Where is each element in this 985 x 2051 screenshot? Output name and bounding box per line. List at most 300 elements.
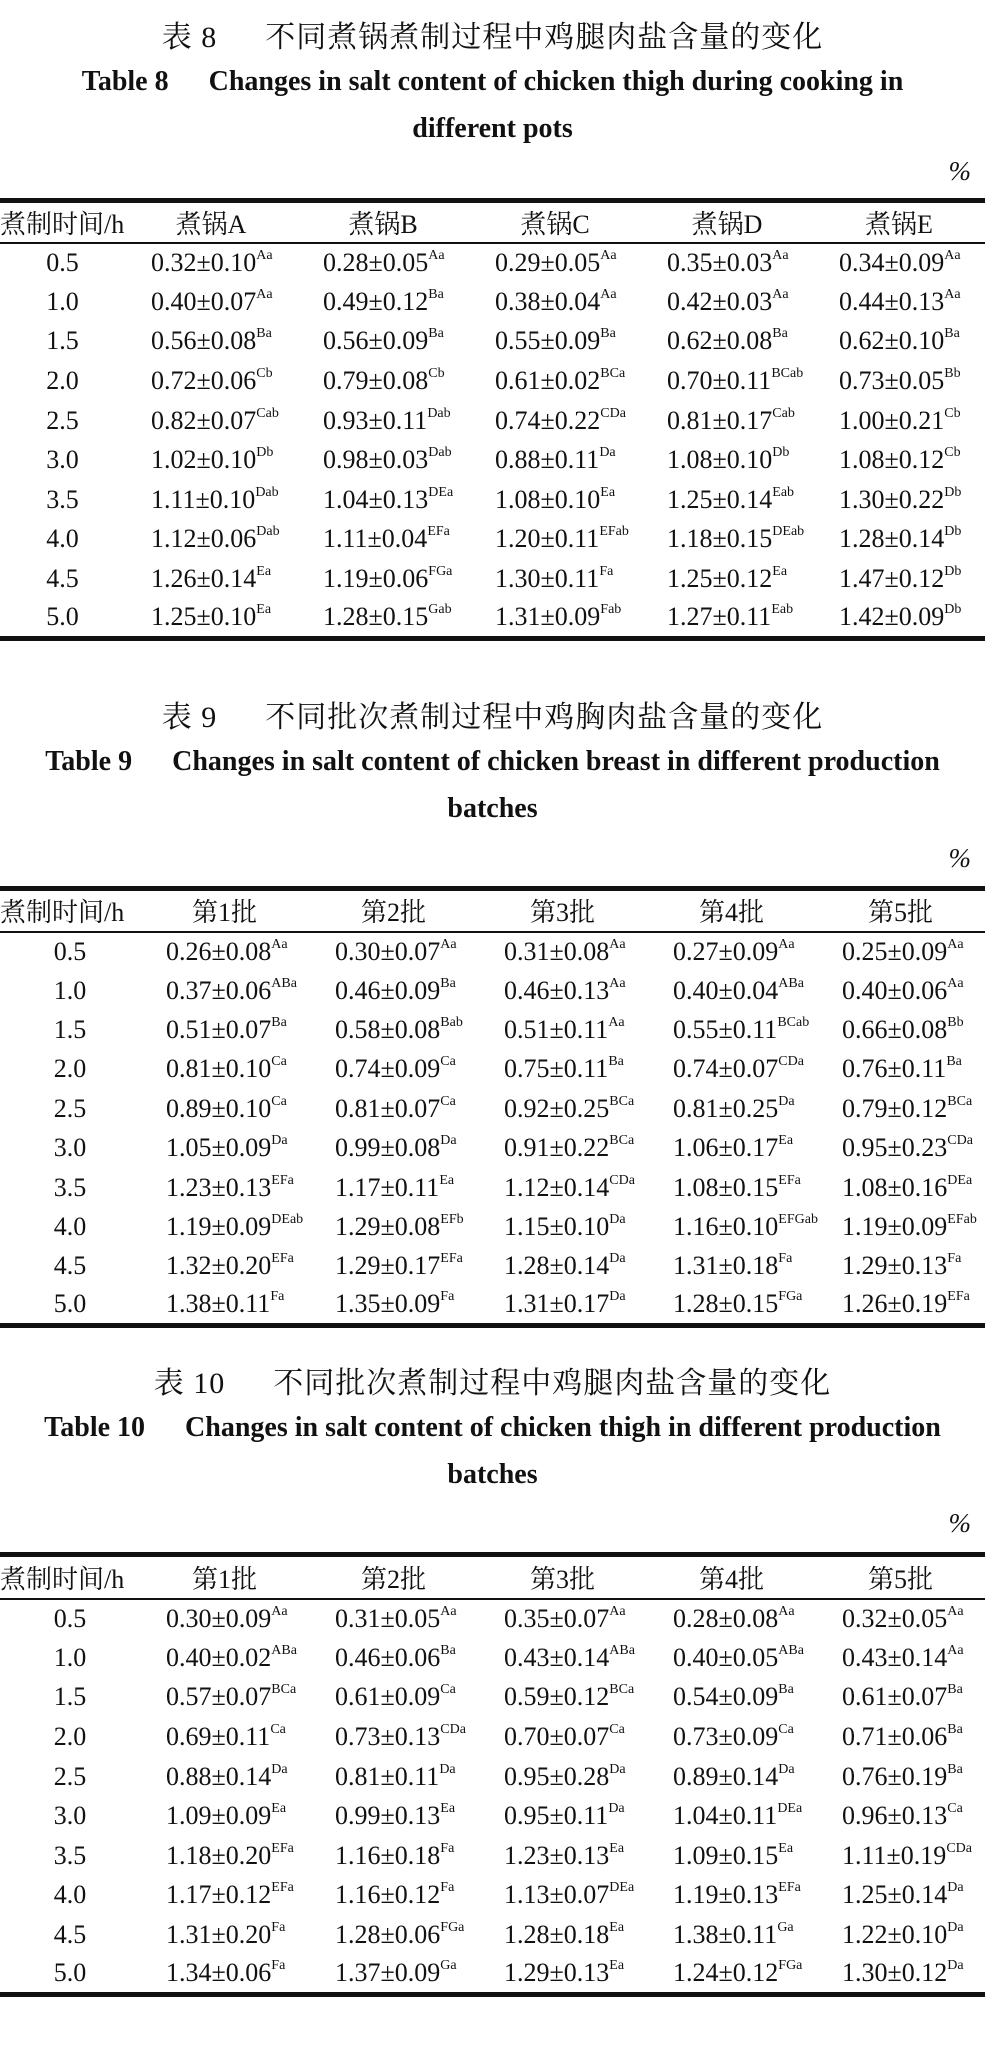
cell-time: 3.5	[53, 1840, 87, 1870]
cell-value	[647, 1128, 816, 1167]
cell-significance-letters: Da	[778, 1093, 795, 1109]
cell-mean-sd: 0.38±0.04	[495, 286, 601, 316]
cell-significance-letters: CDa	[947, 1133, 973, 1149]
table-8-title-en: Changes in salt content of chicken thigh during cooking in different pots	[208, 66, 904, 144]
cell-mean-sd: 1.28±0.14	[504, 1251, 610, 1281]
cell-value	[816, 1915, 985, 1955]
cell-significance-letters: Aa	[778, 1603, 795, 1619]
table-row	[0, 1757, 985, 1797]
cell-significance-letters: Cb	[944, 405, 961, 421]
cell-value	[125, 480, 297, 520]
cell-mean-sd: 1.17±0.12	[166, 1880, 272, 1910]
cell-time: 1.0	[46, 286, 79, 316]
cell-value	[478, 1955, 647, 1995]
cell-significance-letters: Da	[271, 1761, 288, 1777]
cell-significance-letters: Ea	[778, 1133, 794, 1149]
cell-significance-letters: Da	[778, 1761, 795, 1777]
cell-value	[140, 971, 309, 1010]
cell-time: 2.0	[46, 366, 79, 396]
cell-significance-letters: Da	[608, 1801, 625, 1817]
cell-significance-letters: EFa	[440, 1251, 463, 1267]
cell-significance-letters: Aa	[947, 1603, 964, 1619]
cell-mean-sd: 1.25±0.14	[842, 1880, 948, 1910]
cell-mean-sd: 1.04±0.13	[323, 484, 429, 514]
column-header-time: 煮制时间/h	[0, 898, 125, 928]
cell-mean-sd: 0.32±0.05	[842, 1603, 948, 1633]
cell-mean-sd: 0.40±0.07	[151, 286, 257, 316]
table-row	[0, 1247, 985, 1286]
cell-mean-sd: 0.27±0.09	[673, 936, 779, 966]
cell-value	[309, 1089, 478, 1128]
column-header-time: 煮制时间/h	[0, 1564, 125, 1594]
cell-value	[140, 1247, 309, 1286]
cell-value	[641, 361, 813, 401]
cell-value	[140, 1089, 309, 1128]
table-10-body	[0, 1599, 985, 1995]
cell-value	[309, 932, 478, 971]
cell-significance-letters: Ba	[946, 1054, 962, 1070]
cell-mean-sd: 0.81±0.10	[166, 1054, 272, 1084]
table-10	[0, 1552, 985, 1997]
cell-time: 3.0	[53, 1801, 87, 1831]
table-row	[0, 559, 985, 599]
cell-value	[813, 282, 985, 322]
column-header-1: 第1批	[191, 1564, 257, 1594]
column-header-time: 煮制时间/h	[0, 209, 125, 239]
cell-time: 3.0	[46, 445, 79, 475]
cell-value	[813, 599, 985, 639]
cell-value	[816, 1678, 985, 1718]
cell-value	[813, 480, 985, 520]
cell-value	[469, 440, 641, 480]
cell-significance-letters: Db	[256, 445, 274, 461]
cell-significance-letters: Ba	[428, 326, 444, 342]
table-row	[0, 1915, 985, 1955]
cell-value	[140, 1168, 309, 1207]
cell-mean-sd: 0.34±0.09	[839, 247, 945, 277]
cell-significance-letters: Ga	[777, 1920, 794, 1936]
cell-value	[478, 1050, 647, 1089]
cell-value	[641, 282, 813, 322]
cell-mean-sd: 1.25±0.12	[667, 564, 773, 594]
cell-value	[647, 1089, 816, 1128]
cell-significance-letters: Db	[944, 484, 962, 500]
table-row	[0, 1599, 985, 1639]
cell-time: 2.5	[53, 1761, 87, 1791]
cell-significance-letters: BCab	[771, 366, 804, 382]
cell-value	[647, 1678, 816, 1718]
cell-value	[125, 282, 297, 322]
cell-mean-sd: 1.30±0.12	[842, 1958, 948, 1988]
cell-mean-sd: 0.81±0.25	[673, 1093, 779, 1123]
cell-value	[816, 1050, 985, 1089]
cell-mean-sd: 1.23±0.13	[504, 1840, 610, 1870]
cell-mean-sd: 1.28±0.15	[323, 602, 429, 632]
table-row	[0, 1717, 985, 1757]
cell-significance-letters: BCa	[609, 1133, 635, 1149]
cell-value	[478, 1168, 647, 1207]
cell-significance-letters: Aa	[608, 1014, 625, 1030]
cell-mean-sd: 0.55±0.09	[495, 326, 601, 356]
cell-significance-letters: Aa	[778, 936, 795, 952]
cell-mean-sd: 1.08±0.12	[839, 445, 945, 475]
cell-significance-letters: Aa	[772, 286, 789, 302]
cell-significance-letters: Da	[599, 445, 616, 461]
cell-mean-sd: 1.08±0.10	[495, 484, 601, 514]
cell-value	[125, 599, 297, 639]
cell-mean-sd: 1.25±0.10	[151, 602, 257, 632]
cell-value	[647, 1286, 816, 1325]
cell-mean-sd: 0.61±0.02	[495, 366, 601, 396]
cell-mean-sd: 0.95±0.28	[504, 1761, 610, 1791]
cell-significance-letters: Aa	[428, 247, 445, 263]
cell-significance-letters: Da	[609, 1211, 626, 1227]
cell-time: 1.5	[53, 1682, 87, 1712]
cell-mean-sd: 0.61±0.07	[842, 1682, 948, 1712]
cell-value	[297, 361, 469, 401]
cell-time: 4.0	[53, 1211, 87, 1241]
cell-value	[478, 1717, 647, 1757]
cell-value	[816, 1876, 985, 1916]
cell-significance-letters: Ca	[440, 1054, 456, 1070]
cell-mean-sd: 1.11±0.19	[842, 1840, 947, 1870]
cell-time: 2.0	[53, 1722, 87, 1752]
cell-value	[309, 1207, 478, 1246]
cell-value	[297, 243, 469, 283]
cell-mean-sd: 1.38±0.11	[673, 1920, 778, 1950]
cell-value	[140, 1050, 309, 1089]
table-row	[0, 1955, 985, 1995]
cell-significance-letters: Fa	[270, 1289, 285, 1305]
cell-mean-sd: 0.73±0.13	[335, 1722, 441, 1752]
cell-value	[309, 1796, 478, 1836]
cell-value	[813, 361, 985, 401]
cell-value	[816, 1836, 985, 1876]
cell-significance-letters: Da	[947, 1880, 964, 1896]
cell-significance-letters: Aa	[271, 1603, 288, 1619]
cell-mean-sd: 1.47±0.12	[839, 564, 945, 594]
cell-value	[469, 401, 641, 441]
cell-value	[125, 520, 297, 560]
column-header-2: 煮锅B	[348, 209, 418, 239]
cell-value	[125, 440, 297, 480]
cell-value	[140, 1955, 309, 1995]
cell-time: 3.5	[53, 1172, 87, 1202]
column-header-1: 第1批	[191, 898, 257, 928]
cell-significance-letters: Dab	[428, 445, 452, 461]
cell-time: 4.0	[53, 1880, 87, 1910]
cell-significance-letters: Ba	[440, 975, 456, 991]
cell-mean-sd: 0.40±0.06	[842, 975, 948, 1005]
cell-value	[478, 1128, 647, 1167]
cell-value	[816, 1247, 985, 1286]
cell-value	[140, 1128, 309, 1167]
cell-value	[816, 1128, 985, 1167]
cell-significance-letters: Aa	[609, 1603, 626, 1619]
cell-significance-letters: Ea	[600, 484, 616, 500]
cell-value	[309, 1915, 478, 1955]
cell-significance-letters: Aa	[947, 975, 964, 991]
cell-significance-letters: Eab	[771, 602, 794, 618]
cell-value	[816, 1757, 985, 1797]
cell-significance-letters: Eab	[772, 484, 795, 500]
cell-value	[478, 1638, 647, 1678]
cell-value	[641, 599, 813, 639]
cell-significance-letters: Aa	[772, 247, 789, 263]
cell-value	[641, 480, 813, 520]
cell-value	[309, 1168, 478, 1207]
cell-mean-sd: 0.66±0.08	[842, 1014, 948, 1044]
cell-time: 3.5	[46, 484, 79, 514]
cell-mean-sd: 1.19±0.09	[166, 1211, 272, 1241]
cell-mean-sd: 0.51±0.07	[166, 1014, 272, 1044]
cell-significance-letters: Ba	[440, 1642, 456, 1658]
cell-value	[478, 1876, 647, 1916]
cell-time: 4.5	[53, 1920, 87, 1950]
table-row	[0, 1836, 985, 1876]
cell-significance-letters: Aa	[944, 286, 961, 302]
cell-value	[647, 1955, 816, 1995]
cell-value	[469, 243, 641, 283]
table-row	[0, 1638, 985, 1678]
table-10-caption-en	[0, 1404, 985, 1498]
cell-mean-sd: 0.75±0.11	[504, 1054, 609, 1084]
cell-significance-letters: Fa	[778, 1251, 793, 1267]
cell-significance-letters: Da	[609, 1761, 626, 1777]
cell-mean-sd: 0.73±0.05	[839, 366, 945, 396]
cell-value	[816, 1717, 985, 1757]
cell-value	[478, 1678, 647, 1718]
cell-significance-letters: BCa	[600, 366, 626, 382]
cell-value	[813, 322, 985, 362]
cell-mean-sd: 0.25±0.09	[842, 936, 948, 966]
cell-mean-sd: 0.51±0.11	[504, 1014, 609, 1044]
cell-significance-letters: Da	[609, 1251, 626, 1267]
cell-mean-sd: 1.30±0.22	[839, 484, 945, 514]
cell-mean-sd: 1.19±0.06	[323, 564, 429, 594]
cell-mean-sd: 1.24±0.12	[673, 1958, 779, 1988]
cell-value	[140, 1010, 309, 1049]
cell-value	[469, 599, 641, 639]
cell-mean-sd: 0.93±0.11	[323, 405, 428, 435]
cell-mean-sd: 0.32±0.10	[151, 247, 257, 277]
table-8-number-cn: 表 8	[161, 21, 218, 54]
cell-significance-letters: Fa	[271, 1958, 286, 1974]
cell-value	[816, 932, 985, 971]
cell-mean-sd: 0.46±0.06	[335, 1642, 441, 1672]
cell-value	[478, 932, 647, 971]
cell-significance-letters: Aa	[256, 247, 273, 263]
cell-mean-sd: 0.42±0.03	[667, 286, 773, 316]
table-9-caption-cn	[0, 698, 985, 738]
cell-significance-letters: Fa	[440, 1880, 455, 1896]
column-header-3: 第3批	[529, 1564, 595, 1594]
cell-mean-sd: 0.43±0.14	[504, 1642, 610, 1672]
cell-value	[297, 322, 469, 362]
cell-significance-letters: Ea	[609, 1840, 625, 1856]
cell-mean-sd: 0.56±0.09	[323, 326, 429, 356]
cell-significance-letters: Cab	[256, 405, 279, 421]
cell-time: 0.5	[46, 247, 79, 277]
cell-significance-letters: Aa	[947, 1642, 964, 1658]
cell-value	[309, 1638, 478, 1678]
cell-significance-letters: Ea	[256, 564, 272, 580]
cell-significance-letters: Ba	[944, 326, 960, 342]
cell-value	[309, 1010, 478, 1049]
cell-value	[816, 1286, 985, 1325]
table-9-header-row	[0, 889, 985, 932]
cell-significance-letters: FGa	[778, 1958, 803, 1974]
table-row	[0, 440, 985, 480]
cell-mean-sd: 1.17±0.11	[335, 1172, 440, 1202]
cell-mean-sd: 1.20±0.11	[495, 524, 600, 554]
cell-significance-letters: Aa	[256, 286, 273, 302]
cell-mean-sd: 0.89±0.14	[673, 1761, 779, 1791]
cell-mean-sd: 0.88±0.11	[495, 445, 600, 475]
cell-mean-sd: 0.46±0.13	[504, 975, 610, 1005]
cell-significance-letters: Cb	[256, 366, 273, 382]
cell-value	[647, 1796, 816, 1836]
cell-mean-sd: 0.31±0.08	[504, 936, 610, 966]
cell-significance-letters: Da	[947, 1958, 964, 1974]
cell-significance-letters: FGa	[428, 564, 453, 580]
table-10-caption-cn	[0, 1364, 985, 1404]
table-row	[0, 971, 985, 1010]
cell-mean-sd: 1.27±0.11	[667, 602, 772, 632]
cell-mean-sd: 0.29±0.05	[495, 247, 601, 277]
table-row	[0, 1089, 985, 1128]
cell-significance-letters: DEab	[271, 1211, 304, 1227]
cell-mean-sd: 1.25±0.14	[667, 484, 773, 514]
cell-value	[816, 1599, 985, 1639]
cell-significance-letters: Fa	[271, 1920, 286, 1936]
column-header-2: 第2批	[360, 1564, 426, 1594]
column-header-5: 煮锅E	[865, 209, 933, 239]
cell-time: 4.5	[46, 564, 79, 594]
cell-value	[478, 1247, 647, 1286]
cell-value	[309, 1599, 478, 1639]
cell-significance-letters: BCa	[609, 1682, 635, 1698]
cell-significance-letters: ABa	[778, 975, 804, 991]
table-8-title-cn: 不同煮锅煮制过程中鸡腿肉盐含量的变化	[265, 21, 824, 54]
cell-time: 5.0	[53, 1289, 87, 1319]
table-row	[0, 361, 985, 401]
cell-mean-sd: 1.11±0.10	[151, 484, 256, 514]
cell-significance-letters: Ba	[947, 1722, 963, 1738]
cell-value	[641, 322, 813, 362]
table-9-caption-en	[0, 738, 985, 832]
cell-significance-letters: EFa	[271, 1880, 294, 1896]
cell-mean-sd: 0.76±0.19	[842, 1761, 948, 1791]
table-row	[0, 932, 985, 971]
cell-significance-letters: DEa	[947, 1172, 973, 1188]
cell-value	[140, 932, 309, 971]
cell-mean-sd: 0.61±0.09	[335, 1682, 441, 1712]
cell-mean-sd: 1.09±0.15	[673, 1840, 779, 1870]
cell-significance-letters: Ba	[600, 326, 616, 342]
cell-significance-letters: Dab	[255, 484, 279, 500]
cell-mean-sd: 1.08±0.10	[667, 445, 773, 475]
cell-value	[813, 559, 985, 599]
cell-significance-letters: Fa	[440, 1840, 455, 1856]
cell-significance-letters: Ba	[256, 326, 272, 342]
cell-mean-sd: 1.22±0.10	[842, 1920, 948, 1950]
cell-mean-sd: 0.35±0.03	[667, 247, 773, 277]
cell-mean-sd: 0.76±0.11	[842, 1054, 947, 1084]
cell-mean-sd: 0.99±0.08	[335, 1133, 441, 1163]
cell-value	[813, 243, 985, 283]
cell-value	[641, 559, 813, 599]
column-header-1: 煮锅A	[175, 209, 247, 239]
cell-mean-sd: 0.70±0.11	[667, 366, 772, 396]
cell-value	[478, 1915, 647, 1955]
column-header-4: 第4批	[698, 898, 764, 928]
cell-value	[478, 1757, 647, 1797]
cell-mean-sd: 0.49±0.12	[323, 286, 429, 316]
cell-mean-sd: 1.08±0.16	[842, 1172, 948, 1202]
cell-mean-sd: 1.16±0.18	[335, 1840, 441, 1870]
cell-significance-letters: Ea	[256, 602, 272, 618]
cell-significance-letters: EFa	[427, 524, 450, 540]
cell-mean-sd: 1.26±0.14	[151, 564, 257, 594]
cell-value	[297, 520, 469, 560]
cell-significance-letters: Ba	[271, 1014, 287, 1030]
table-row	[0, 401, 985, 441]
cell-value	[641, 401, 813, 441]
cell-significance-letters: Ba	[778, 1682, 794, 1698]
cell-mean-sd: 1.31±0.17	[504, 1289, 610, 1319]
cell-mean-sd: 0.74±0.09	[335, 1054, 441, 1084]
cell-mean-sd: 0.99±0.13	[335, 1801, 441, 1831]
cell-mean-sd: 1.37±0.09	[335, 1958, 441, 1988]
cell-mean-sd: 0.95±0.11	[504, 1801, 609, 1831]
cell-significance-letters: Ca	[440, 1093, 456, 1109]
column-header-3: 第3批	[529, 898, 595, 928]
cell-time: 1.5	[46, 326, 79, 356]
cell-significance-letters: EFab	[947, 1211, 977, 1227]
cell-significance-letters: Bb	[944, 366, 961, 382]
cell-value	[140, 1876, 309, 1916]
cell-value	[309, 1757, 478, 1797]
cell-significance-letters: Ea	[271, 1801, 287, 1817]
cell-significance-letters: Ba	[428, 286, 444, 302]
cell-value	[647, 1599, 816, 1639]
cell-time: 1.5	[53, 1014, 87, 1044]
cell-value	[478, 1836, 647, 1876]
cell-mean-sd: 1.31±0.09	[495, 602, 601, 632]
table-10-header-row	[0, 1555, 985, 1599]
cell-value	[647, 932, 816, 971]
cell-value	[647, 1915, 816, 1955]
cell-significance-letters: Aa	[600, 247, 617, 263]
cell-significance-letters: Ca	[270, 1722, 286, 1738]
cell-significance-letters: Aa	[440, 1603, 457, 1619]
cell-mean-sd: 0.71±0.06	[842, 1722, 948, 1752]
cell-time: 4.0	[46, 524, 79, 554]
cell-value	[309, 1286, 478, 1325]
cell-value	[309, 971, 478, 1010]
cell-significance-letters: Dab	[256, 524, 280, 540]
cell-value	[816, 1207, 985, 1246]
table-row	[0, 1168, 985, 1207]
table-8-header-row	[0, 201, 985, 243]
cell-time: 1.0	[53, 975, 87, 1005]
table-row	[0, 599, 985, 639]
cell-mean-sd: 0.31±0.05	[335, 1603, 441, 1633]
cell-significance-letters: EFa	[271, 1251, 294, 1267]
cell-mean-sd: 0.44±0.13	[839, 286, 945, 316]
cell-mean-sd: 0.62±0.10	[839, 326, 945, 356]
